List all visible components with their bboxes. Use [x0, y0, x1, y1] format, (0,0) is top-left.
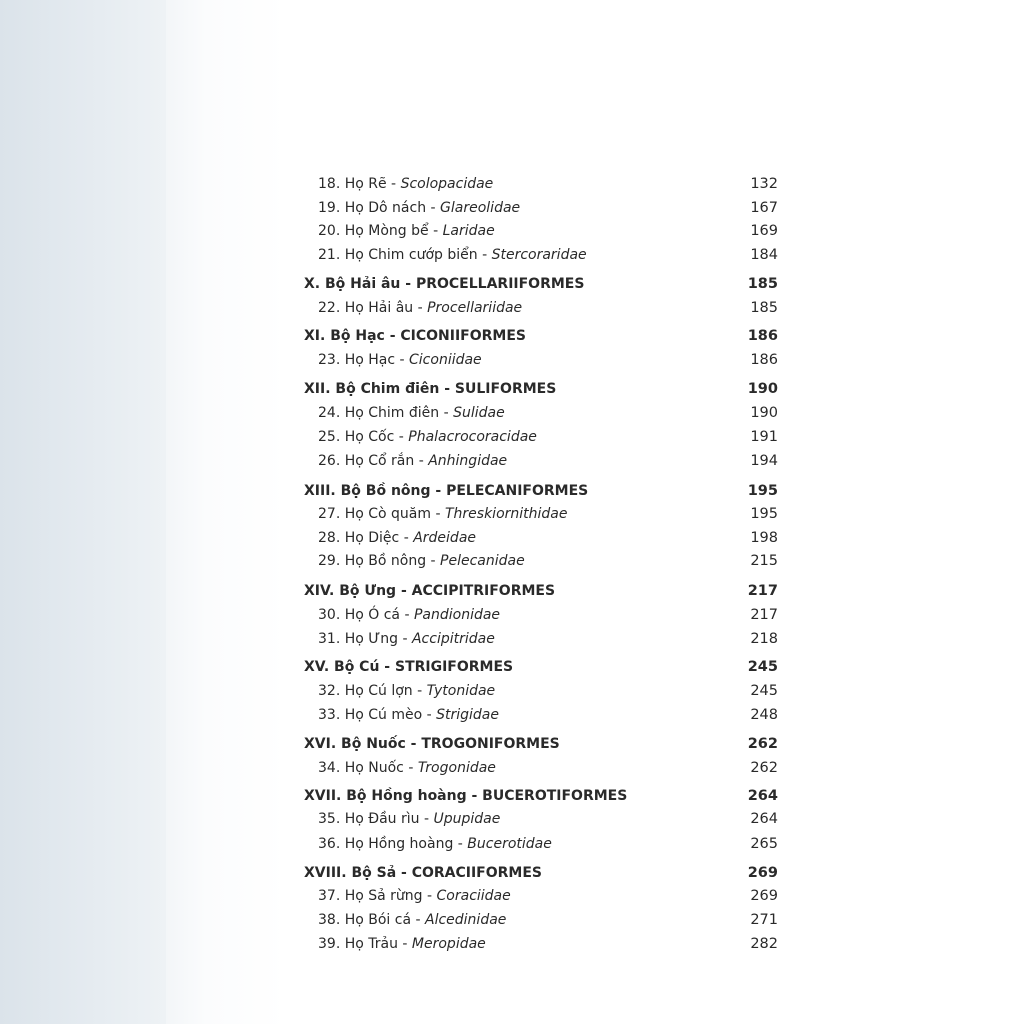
family-latin-name: Trogonidae — [417, 760, 496, 776]
toc-entry-text — [318, 933, 486, 955]
toc-family-entry — [318, 933, 778, 955]
toc-order-heading — [304, 378, 778, 400]
toc-entry-text — [318, 426, 537, 448]
toc-family-entry — [318, 550, 778, 572]
toc-entry-text — [318, 757, 496, 779]
toc-family-entry — [318, 244, 778, 266]
family-latin-name: Phalacrocoracidae — [408, 429, 537, 445]
page-number: 185 — [747, 276, 778, 292]
toc-order-heading — [304, 480, 778, 502]
page-number: 282 — [750, 936, 778, 952]
page-number: 169 — [750, 223, 778, 239]
toc-family-entry — [318, 197, 778, 219]
toc-entry-text — [318, 909, 506, 931]
order-title: XI. Bộ Hạc - CICONIIFORMES — [304, 328, 526, 344]
page-number: 194 — [750, 453, 778, 469]
toc-entry-text — [304, 733, 560, 755]
toc-order-heading — [304, 785, 778, 807]
family-vietnamese-name: 25. Họ Cốc - — [318, 429, 409, 445]
family-latin-name: Meropidae — [411, 936, 486, 952]
family-latin-name: Accipitridae — [411, 631, 495, 647]
page-number: 245 — [750, 683, 778, 699]
family-latin-name: Stercoraridae — [491, 247, 587, 263]
toc-entry-text — [304, 862, 542, 884]
page-number: 186 — [747, 328, 778, 344]
toc-family-entry — [318, 808, 778, 830]
toc-entry-text — [318, 197, 520, 219]
family-vietnamese-name: 32. Họ Cú lợn - — [318, 683, 427, 699]
order-title: XVI. Bộ Nuốc - TROGONIFORMES — [304, 736, 560, 752]
toc-family-entry — [318, 527, 778, 549]
toc-family-entry — [318, 173, 778, 195]
page-number: 217 — [747, 583, 778, 599]
toc-family-entry — [318, 704, 778, 726]
page-number: 186 — [750, 352, 778, 368]
family-vietnamese-name: 30. Họ Ó cá - — [318, 607, 414, 623]
family-latin-name: Procellariidae — [427, 300, 523, 316]
toc-entry-text — [318, 349, 482, 371]
toc-entry-text — [318, 885, 511, 907]
toc-entry-text — [304, 378, 556, 400]
toc-family-entry — [318, 349, 778, 371]
page-number: 198 — [750, 530, 778, 546]
page-number: 265 — [750, 836, 778, 852]
page-number: 264 — [750, 811, 778, 827]
family-latin-name: Threskiornithidae — [444, 506, 568, 522]
family-latin-name: Pelecanidae — [440, 553, 525, 569]
family-vietnamese-name: 21. Họ Chim cướp biển - — [318, 247, 492, 263]
toc-family-entry — [318, 450, 778, 472]
family-latin-name: Scolopacidae — [400, 176, 494, 192]
toc-entry-text — [304, 273, 584, 295]
page-number: 262 — [750, 760, 778, 776]
order-title: XIV. Bộ Ưng - ACCIPITRIFORMES — [304, 583, 556, 599]
toc-entry-text — [318, 402, 505, 424]
family-vietnamese-name: 29. Họ Bồ nông - — [318, 553, 441, 569]
family-latin-name: Pandionidae — [413, 607, 501, 623]
family-vietnamese-name: 26. Họ Cổ rắn - — [318, 453, 429, 469]
toc-entry-text — [318, 173, 493, 195]
page-number: 264 — [747, 788, 778, 804]
page-number: 271 — [750, 912, 778, 928]
toc-family-entry — [318, 220, 778, 242]
toc-order-heading — [304, 656, 778, 678]
family-latin-name: Alcedinidae — [425, 912, 507, 928]
family-latin-name: Glareolidae — [440, 200, 521, 216]
family-vietnamese-name: 38. Họ Bói cá - — [318, 912, 425, 928]
family-vietnamese-name: 37. Họ Sả rừng - — [318, 888, 437, 904]
family-vietnamese-name: 24. Họ Chim điên - — [318, 405, 454, 421]
page-number: 190 — [747, 381, 778, 397]
toc-entry-text — [318, 527, 476, 549]
toc-entry-text — [318, 704, 499, 726]
order-title: XV. Bộ Cú - STRIGIFORMES — [304, 659, 514, 675]
toc-entry-text — [318, 604, 500, 626]
family-vietnamese-name: 22. Họ Hải âu - — [318, 300, 428, 316]
order-title: XIII. Bộ Bồ nông - PELECANIFORMES — [304, 483, 589, 499]
family-latin-name: Sulidae — [453, 405, 505, 421]
page-number: 215 — [750, 553, 778, 569]
toc-order-heading — [304, 733, 778, 755]
toc-entry-text — [318, 680, 495, 702]
toc-order-heading — [304, 580, 778, 602]
family-vietnamese-name: 27. Họ Cò quăm - — [318, 506, 445, 522]
page-number: 248 — [750, 707, 778, 723]
toc-entry-text — [318, 220, 495, 242]
family-vietnamese-name: 36. Họ Hồng hoàng - — [318, 836, 468, 852]
family-vietnamese-name: 35. Họ Đầu rìu - — [318, 811, 434, 827]
order-title: X. Bộ Hải âu - PROCELLARIIFORMES — [304, 276, 585, 292]
family-vietnamese-name: 19. Họ Dô nách - — [318, 200, 441, 216]
family-latin-name: Ciconiidae — [409, 352, 482, 368]
family-latin-name: Bucerotidae — [467, 836, 552, 852]
toc-entry-text — [318, 833, 552, 855]
toc-family-entry — [318, 757, 778, 779]
page-number: 218 — [750, 631, 778, 647]
family-vietnamese-name: 33. Họ Cú mèo - — [318, 707, 437, 723]
toc-order-heading — [304, 273, 778, 295]
toc-family-entry — [318, 503, 778, 525]
page-number: 191 — [750, 429, 778, 445]
page-number: 269 — [750, 888, 778, 904]
family-vietnamese-name: 28. Họ Diệc - — [318, 530, 414, 546]
toc-family-entry — [318, 426, 778, 448]
order-title: XVIII. Bộ Sả - CORACIIFORMES — [304, 865, 543, 881]
page-number: 195 — [747, 483, 778, 499]
page-number: 217 — [750, 607, 778, 623]
toc-order-heading — [304, 325, 778, 347]
toc-family-entry — [318, 628, 778, 650]
family-vietnamese-name: 34. Họ Nuốc - — [318, 760, 418, 776]
page-number: 184 — [750, 247, 778, 263]
page-number: 262 — [747, 736, 778, 752]
toc-family-entry — [318, 833, 778, 855]
page-number: 269 — [747, 865, 778, 881]
toc-entry-text — [304, 785, 627, 807]
family-latin-name: Upupidae — [433, 811, 501, 827]
page-number: 167 — [750, 200, 778, 216]
family-latin-name: Strigidae — [436, 707, 500, 723]
page-number: 185 — [750, 300, 778, 316]
page-number: 195 — [750, 506, 778, 522]
toc-entry-text — [304, 580, 555, 602]
toc-entry-text — [304, 480, 588, 502]
toc-family-entry — [318, 909, 778, 931]
toc-family-entry — [318, 297, 778, 319]
toc-entry-text — [318, 297, 522, 319]
toc-entry-text — [318, 628, 495, 650]
family-vietnamese-name: 39. Họ Trảu - — [318, 936, 412, 952]
page-number: 190 — [750, 405, 778, 421]
toc-family-entry — [318, 680, 778, 702]
family-latin-name: Tytonidae — [426, 683, 496, 699]
toc-entry-text — [318, 808, 500, 830]
page-number: 132 — [750, 176, 778, 192]
family-latin-name: Anhingidae — [428, 453, 508, 469]
toc-entry-text — [318, 450, 507, 472]
order-title: XII. Bộ Chim điên - SULIFORMES — [304, 381, 557, 397]
toc-family-entry — [318, 885, 778, 907]
toc-order-heading — [304, 862, 778, 884]
family-vietnamese-name: 31. Họ Ưng - — [318, 631, 412, 647]
toc-entry-text — [318, 244, 587, 266]
toc-entry-text — [318, 503, 567, 525]
order-title: XVII. Bộ Hồng hoàng - BUCEROTIFORMES — [304, 788, 628, 804]
page-number: 245 — [747, 659, 778, 675]
toc-family-entry — [318, 604, 778, 626]
family-latin-name: Ardeidae — [413, 530, 477, 546]
family-vietnamese-name: 20. Họ Mòng bể - — [318, 223, 443, 239]
family-latin-name: Laridae — [442, 223, 495, 239]
toc-entry-text — [304, 656, 513, 678]
toc-entry-text — [304, 325, 526, 347]
family-vietnamese-name: 23. Họ Hạc - — [318, 352, 410, 368]
family-latin-name: Coraciidae — [436, 888, 511, 904]
family-vietnamese-name: 18. Họ Rẽ - — [318, 176, 401, 192]
toc-entry-text — [318, 550, 525, 572]
toc-family-entry — [318, 402, 778, 424]
